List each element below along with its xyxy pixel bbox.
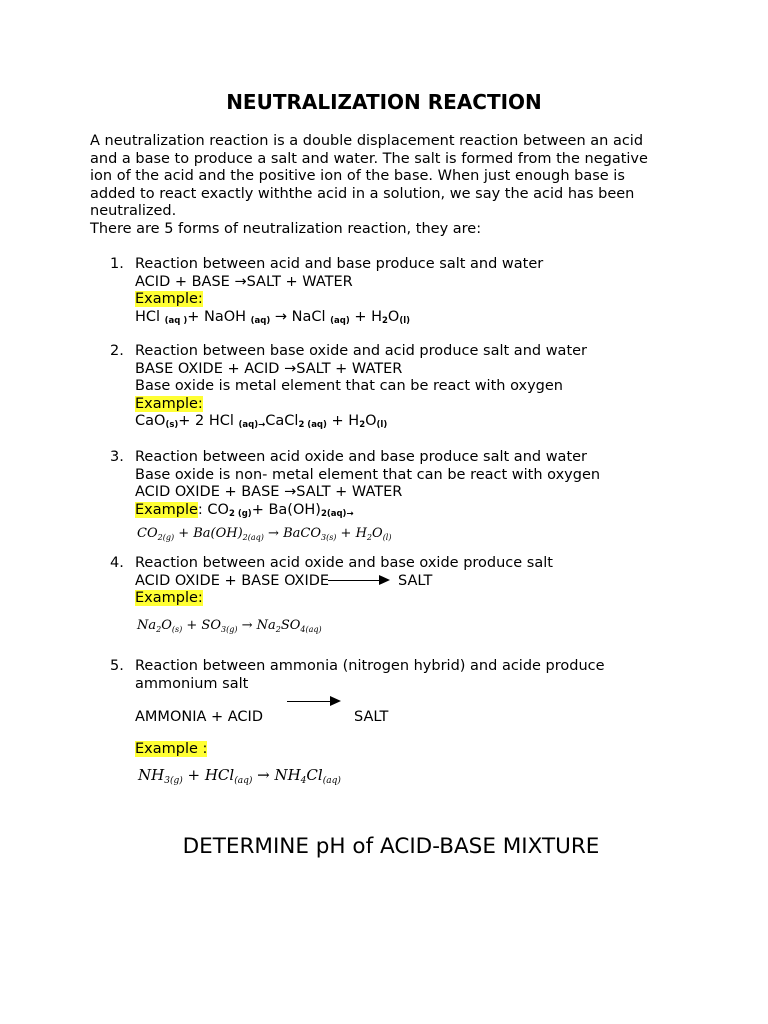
list-number: 5.: [110, 658, 124, 674]
example-label: Example:: [135, 590, 203, 606]
section-heading: DETERMINE pH of ACID-BASE MIXTURE: [182, 834, 600, 859]
item-equation-words: SALT: [354, 709, 389, 725]
arrow-head: [379, 575, 390, 585]
example-equation: CaO$_{(s)}$+ 2 HCl $_{(aq)\to}$CaCl$_{2 (aq)}$ + $H_2O_{(l)}$: [135, 413, 388, 430]
intro-line: A neutralization reaction is a double displacement reaction between an acid: [90, 133, 644, 149]
intro-line: ion of the acid and the positive ion of the base. When just enough base is: [90, 168, 625, 184]
arrow-line: [287, 701, 332, 702]
math-equation: $CO_{2(g)} + Ba(OH)_{2(aq)}$ → BaCO$_{3(s)}$ + $H_2O_{(l)}$: [137, 526, 392, 542]
example-label: Example: [135, 501, 198, 518]
math-equation: $NH_{3(g)} + HCl_{(aq)} \to NH_4Cl_{(aq)}$: [138, 766, 341, 786]
example-label: Example :: [135, 741, 208, 757]
item-text: Base oxide is metal element that can be react with oxygen: [135, 378, 563, 394]
item-equation-words: ACID OXIDE + BASE OXIDE: [135, 572, 330, 589]
arrow-head: [330, 696, 341, 706]
intro-line: neutralized.: [90, 203, 177, 219]
item-equation-words: ACID OXIDE + BASE →SALT + WATER: [135, 484, 403, 500]
page-title: NEUTRALIZATION REACTION: [226, 90, 542, 114]
list-number: 1.: [110, 256, 124, 272]
item-text: Reaction between acid oxide and base oxide produce salt: [135, 555, 553, 571]
list-number: 3.: [110, 449, 124, 465]
item-text: Reaction between ammonia (nitrogen hybrid) and acide produce: [135, 658, 605, 674]
item-equation-words: AMMONIA + ACID: [135, 709, 263, 725]
list-number: 4.: [110, 555, 124, 571]
item-text: Reaction between acid oxide and base produce salt and water: [135, 449, 588, 465]
math-equation: $Na_2O_{(s)} + SO_{3(g)} \to Na_2SO_{4(aq)}$: [137, 618, 322, 634]
example-label: Example:: [135, 395, 203, 412]
list-number: 2.: [110, 343, 124, 359]
item-equation-words: ACID + BASE →SALT + WATER: [135, 273, 353, 290]
example-equation: Example: $CO_{2 (g)}+ Ba(OH)_{2(aq)\to}$: [135, 501, 354, 519]
item-text: Reaction between acid and base produce salt and water: [135, 256, 544, 272]
item-text: Base oxide is non- metal element that can be react with oxygen: [135, 466, 601, 483]
item-text: Reaction between base oxide and acid produce salt and water: [135, 343, 588, 359]
intro-line: added to react exactly withthe acid in a solution, we say the acid has been: [90, 185, 635, 202]
intro-line: and a base to produce a salt and water. The salt is formed from the negative: [90, 150, 648, 167]
intro-paragraph: [90, 133, 690, 238]
item-equation-words: BASE OXIDE + ACID →SALT + WATER: [135, 360, 403, 377]
example-label: Example:: [135, 291, 203, 307]
example-equation: HCl $_{(aq )}$+ NaOH $_{(aq)}$ → NaCl $_{(aq)} + H_2O_{(l)}$: [135, 308, 411, 326]
intro-line: There are 5 forms of neutralization reaction, they are:: [90, 220, 482, 237]
item-equation-words: SALT: [398, 573, 433, 589]
arrow-line: [328, 580, 380, 581]
item-text: ammonium salt: [135, 675, 249, 692]
